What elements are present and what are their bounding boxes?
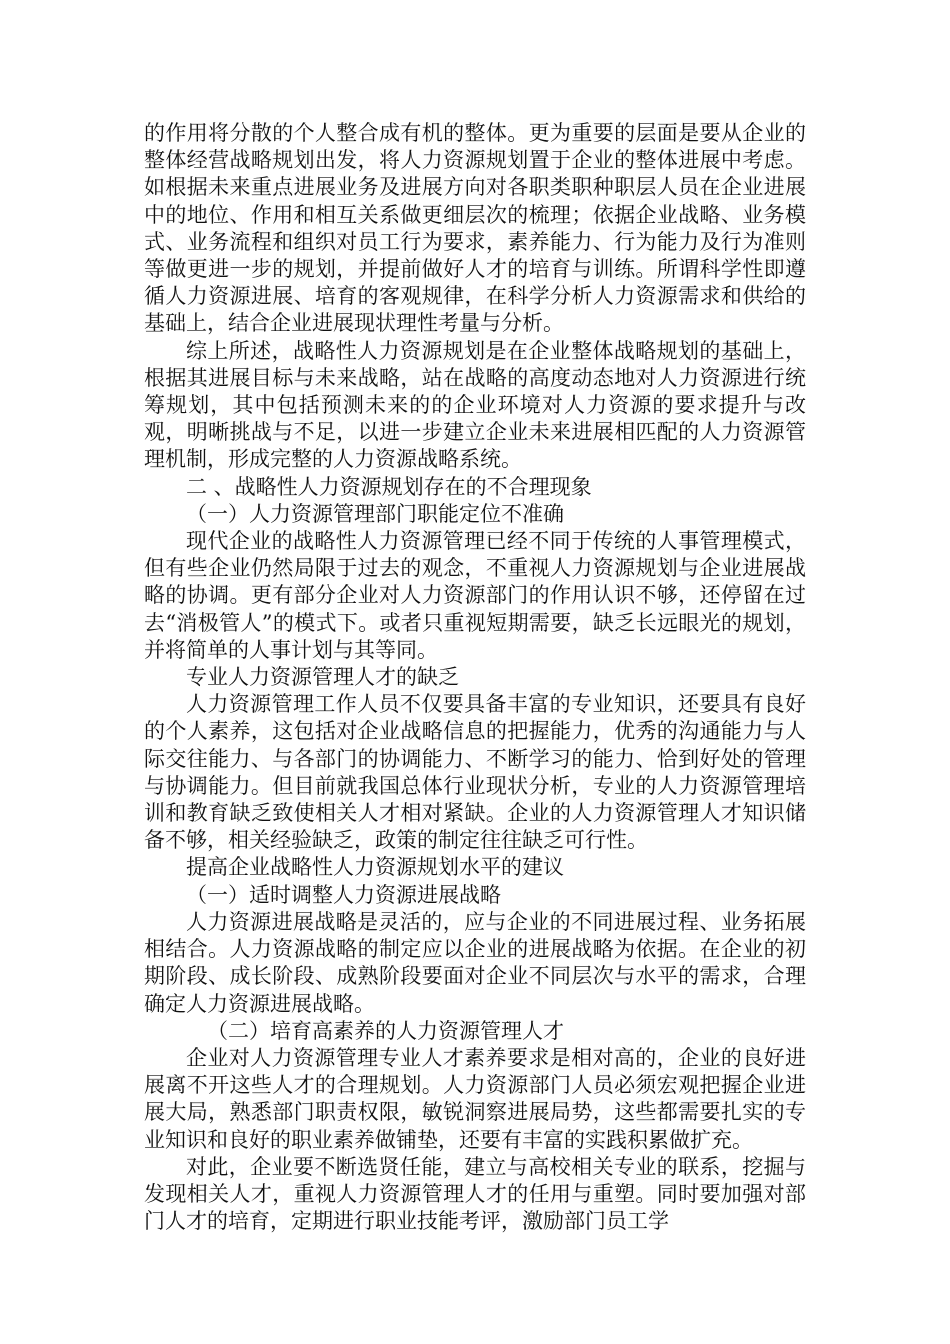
paragraph-6: 企业对人力资源管理专业人才素养要求是相对高的，企业的良好进展离不开这些人才的合理规划。人力资源部门人员必须宏观把握企业进展大局，熟悉部门职责权限，敏锐洞察进展局势，这些都需要扎实的专业知识和良好的职业素养做铺垫，还要有丰富的实践积累做扩充。 bbox=[144, 1045, 806, 1152]
paragraph-1: 的作用将分散的个人整合成有机的整体。更为重要的层面是要从企业的整体经营战略规划出发，将人力资源规划置于企业的整体进展中考虑。如根据未来重点进展业务及进展方向对各职类职种职层人员在企业进展中的地位、作用和相互关系做更细层次的梳理；依据企业战略、业务模式、业务流程和组织对员工行为要求，素养能力、行为能力及行为准则等做更进一步的规划，并提前做好人才的培育与训练。所谓科学性即遵循人力资源进展、培育的客观规律，在科学分析人力资源需求和供给的基础上，结合企业进展现状理性考量与分析。 bbox=[144, 121, 806, 336]
subsection-heading-3-2: （二）培育高素养的人力资源管理人才 bbox=[207, 1018, 564, 1043]
section-heading-3: 提高企业战略性人力资源规划水平的建议 bbox=[186, 855, 564, 880]
paragraph-5: 人力资源进展战略是灵活的，应与企业的不同进展过程、业务拓展相结合。人力资源战略的制定应以企业的进展战略为依据。在企业的初期阶段、成长阶段、成熟阶段要面对企业不同层次与水平的需求，合理确定人力资源进展战略。 bbox=[144, 909, 806, 1016]
paragraph-7: 对此，企业要不断选贤任能，建立与高校相关专业的联系，挖掘与发现相关人才，重视人力资源管理人才的任用与重塑。同时要加强对部门人才的培育，定期进行职业技能考评，激励部门员工学 bbox=[144, 1154, 806, 1234]
document-page bbox=[144, 120, 806, 1235]
subsection-heading-2-1: （一）人力资源管理部门职能定位不准确 bbox=[186, 501, 564, 526]
section-heading-2: 二 、战略性人力资源规划存在的不合理现象 bbox=[186, 474, 592, 499]
subsection-heading-2-2: 专业人力资源管理人才的缺乏 bbox=[186, 665, 459, 690]
paragraph-2: 综上所述，战略性人力资源规划是在企业整体战略规划的基础上，根据其进展目标与未来战略，站在战略的高度动态地对人力资源进行统筹规划，其中包括预测未来的的企业环境对人力资源的要求提升与改观，明晰挑战与不足，以进一步建立企业未来进展相匹配的人力资源管理机制，形成完整的人力资源战略系统。 bbox=[144, 338, 806, 472]
paragraph-4: 人力资源管理工作人员不仅要具备丰富的专业知识，还要具有良好的个人素养，这包括对企业战略信息的把握能力，优秀的沟通能力与人际交往能力、与各部门的协调能力、不断学习的能力、恰到好处的管理与协调能力。但目前就我国总体行业现状分析，专业的人力资源管理培训和教育缺乏致使相关人才相对紧缺。企业的人力资源管理人才知识储备不够，相关经验缺乏，政策的制定往往缺乏可行性。 bbox=[144, 692, 806, 853]
subsection-heading-3-1: （一）适时调整人力资源进展战略 bbox=[186, 882, 501, 907]
paragraph-3: 现代企业的战略性人力资源管理已经不同于传统的人事管理模式，但有些企业仍然局限于过去的观念，不重视人力资源规划与企业进展战略的协调。更有部分企业对人力资源部门的作用认识不够，还停留在过去“消极管人”的模式下。或者只重视短期需要，缺乏长远眼光的规划，并将简单的人事计划与其等同。 bbox=[144, 529, 806, 662]
